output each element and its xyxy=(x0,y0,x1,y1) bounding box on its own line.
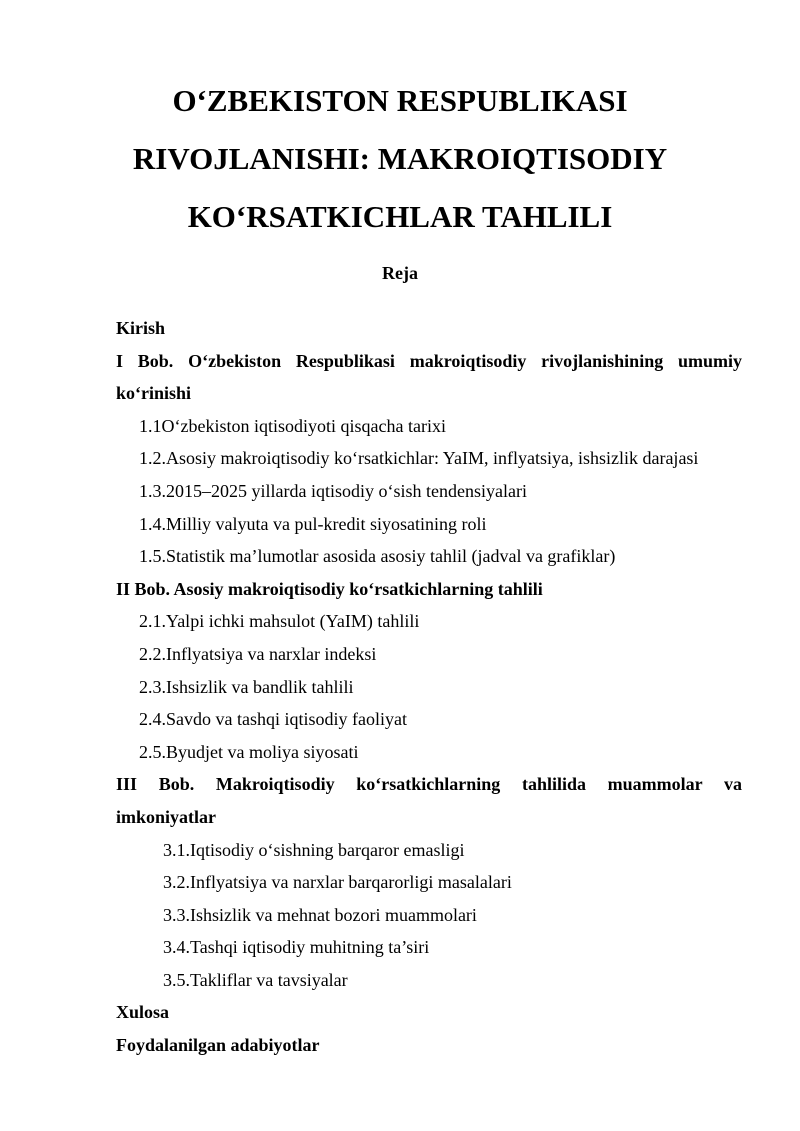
toc-item-3-3: 3.3.Ishsizlik va mehnat bozori muammolari xyxy=(163,904,477,925)
toc-references: Foydalanilgan adabiyotlar xyxy=(116,1035,320,1056)
toc-item-3-2: 3.2.Inflyatsiya va narxlar barqarorligi masalalari xyxy=(163,872,512,893)
toc-chapter-3-heading-cont: imkoniyatlar xyxy=(116,806,217,827)
toc-item-3-1: 3.1.Iqtisodiy o‘sishning barqaror emasligi xyxy=(163,839,465,860)
title-line-3: KO‘RSATKICHLAR TAHLILI xyxy=(187,199,613,234)
toc-conclusion: Xulosa xyxy=(116,1002,170,1023)
title-line-1: O‘ZBEKISTON RESPUBLIKASI xyxy=(172,83,628,118)
toc-item-3-4: 3.4.Tashqi iqtisodiy muhitning ta’siri xyxy=(163,937,430,958)
toc-item-1-5: 1.5.Statistik ma’lumotlar asosida asosiy tahlil (jadval va grafiklar) xyxy=(139,546,616,567)
toc-chapter-3-heading: III Bob. Makroiqtisodiy ko‘rsatkichlarning tahlilida muammolar va xyxy=(116,774,742,795)
plan-heading: Reja xyxy=(382,263,418,283)
toc-chapter-2-heading: II Bob. Asosiy makroiqtisodiy ko‘rsatkichlarning tahlili xyxy=(116,578,543,599)
toc-chapter-1-heading: I Bob. O‘zbekiston Respublikasi makroiqtisodiy rivojlanishining umumiy xyxy=(116,350,742,371)
toc-item-1-2: 1.2.Asosiy makroiqtisodiy ko‘rsatkichlar: YaIM, inflyatsiya, ishsizlik darajasi xyxy=(139,448,699,469)
toc-item-2-4: 2.4.Savdo va tashqi iqtisodiy faoliyat xyxy=(139,709,407,730)
toc-item-1-4: 1.4.Milliy valyuta va pul-kredit siyosatining roli xyxy=(139,513,487,534)
toc-item-1-1: 1.1O‘zbekiston iqtisodiyoti qisqacha tarixi xyxy=(139,415,446,436)
table-of-contents xyxy=(116,312,742,1062)
toc-item-3-5: 3.5.Takliflar va tavsiyalar xyxy=(163,969,348,990)
toc-item-1-3: 1.3.2015–2025 yillarda iqtisodiy o‘sish tendensiyalari xyxy=(139,480,527,501)
document-title xyxy=(100,72,700,246)
toc-item-2-3: 2.3.Ishsizlik va bandlik tahlili xyxy=(139,676,354,697)
toc-chapter-1-heading-cont: ko‘rinishi xyxy=(116,383,192,404)
title-line-2: RIVOJLANISHI: MAKROIQTISODIY xyxy=(132,141,668,176)
toc-item-2-1: 2.1.Yalpi ichki mahsulot (YaIM) tahlili xyxy=(139,611,420,632)
toc-item-2-2: 2.2.Inflyatsiya va narxlar indeksi xyxy=(139,643,377,664)
toc-item-2-5: 2.5.Byudjet va moliya siyosati xyxy=(139,741,359,762)
toc-intro: Kirish xyxy=(116,318,166,338)
